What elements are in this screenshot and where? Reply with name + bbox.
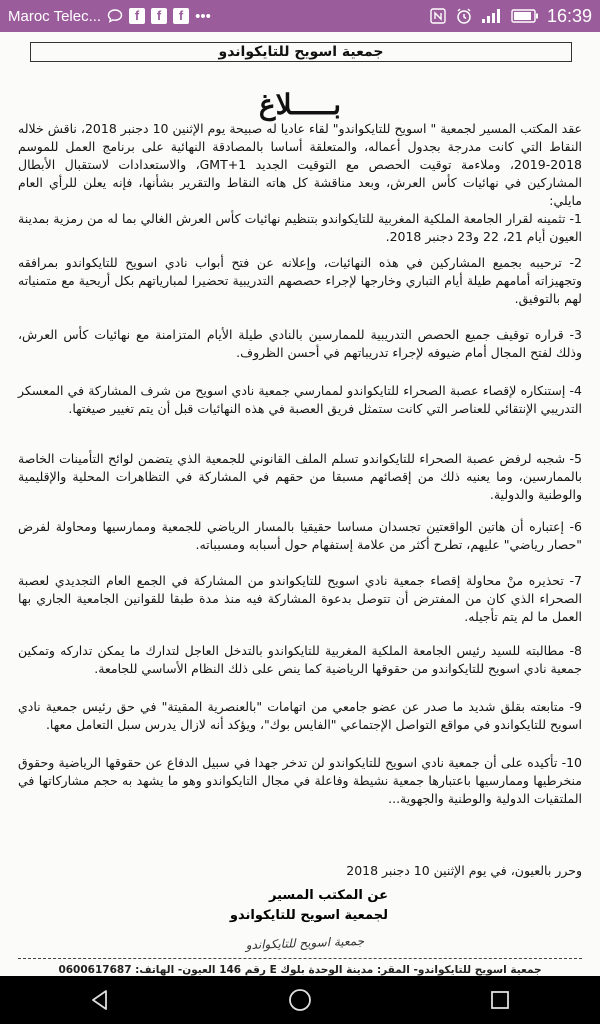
- statement-item-8: 8- مطالبته للسيد رئيس الجامعة الملكية المغربية للتايكواندو بالتدخل العاجل لتدارك ما يمكن تداركه وتمكين جمعية نادي اسويح للتايكواندو من حقوقها الرياضية كما ينص على ذلك النظام الأساسي للجامعة.: [18, 643, 582, 676]
- signature-line-2: لجمعية اسويح للتايكواندو: [229, 908, 388, 923]
- statement-item-10: 10- تأكيده على أن جمعية نادي اسويح للتايكواندو لن تدخر جهدا في سبيل الدفاع عن حقوقها الرياضية وحقوق منخرطيها وممارسيها باعتبارها جمعية نشيطة وفاعلة في مجال التايكواندو وهو ما يشهد به حجم مشاركاتها في الملتقيات الدولية والوطنية والجهوية...: [18, 755, 582, 806]
- alarm-icon: [455, 7, 473, 25]
- facebook-icon: f: [129, 8, 145, 24]
- signal-icon: [481, 8, 503, 24]
- recents-button[interactable]: [476, 976, 524, 1024]
- home-button[interactable]: [276, 976, 324, 1024]
- more-dots-icon: •••: [195, 7, 211, 25]
- chat-bubble-icon: [107, 8, 123, 24]
- statement-item-6: 6- إعتباره أن هاتين الواقعتين تجسدان مساسا حقيقيا بالمسار الرياضي للجمعية وممارسيها ومحاولة لفرض "حصار رياضي" عليهم، تطرح أكثر من علامة إستفهام حول أسبابه ومسبباته.: [18, 519, 582, 552]
- facebook-icon: f: [151, 8, 167, 24]
- navigation-bar: [0, 976, 600, 1024]
- nfc-icon: [429, 7, 447, 25]
- back-button[interactable]: [76, 976, 124, 1024]
- back-triangle-icon: [88, 988, 112, 1012]
- document-title: بـــــلاغ: [258, 88, 342, 121]
- document-page: [0, 32, 600, 976]
- statement-item-1: 1- تثمينه لقرار الجامعة الملكية المغربية للتايكواندو بتنظيم نهائيات كأس العرش الغالي بما له من رمزية بمدينة العيون أيام 21، 22 و23 دجنبر 2018.: [18, 211, 582, 244]
- battery-icon: [511, 9, 539, 23]
- home-circle-icon: [287, 987, 313, 1013]
- status-bar: [0, 0, 600, 32]
- signature-line-1: عن المكتب المسير: [269, 888, 388, 903]
- facebook-icon: f: [173, 8, 189, 24]
- statement-item-2: 2- ترحيبه بجميع المشاركين في هذه النهائيات، وإعلانه عن فتح أبواب نادي اسويح للتايكواندو بمرافقه وتجهيزاته أمامهم طيلة أيام التباري وخارجها لإجراء حصصهم التدريبية تحضيرا لمبارياتهم بكل أريحية مع متمنياته لهم بالتوفيق.: [18, 255, 582, 306]
- footer-contact: جمعية اسويح للتايكواندو- المقر: مدينة الوحدة بلوك E رقم 146 العيون- الهاتف: 0600617687: [58, 964, 542, 976]
- statement-item-7: 7- تحذيره منْ محاولة إقصاء جمعية نادي اسويح للتايكواندو من المشاركة في الجمع العام التجديدي لعصبة الصحراء الذي كان من المفترض أن تتوصل بدعوة المشاركة فيه منذ مدة طبقا للقوانين الجامعية الجاري بها العمل ما لم يتم تأجيله.: [18, 573, 582, 624]
- closing-line: وحرر بالعيون، في يوم الإثنين 10 دجنبر 2018: [346, 863, 582, 878]
- intro-paragraph: عقد المكتب المسير لجمعية " اسويح للتايكواندو" لقاء عاديا له صبيحة يوم الإثنين 10 دجنبر 2018، ناقش خلاله النقاط التي كانت مدرجة بجدول أعماله، والمتعلقة أساسا بالمصادقة النهائية على برنامج العمل للموسم 2018-2019، وملاءمة توقيت الحصص مع التوقيت الجديد GMT+1، والاستعدادات لاستقبال الأبطال المشاركين في نهائيات كأس العرش، وبعد مناقشة كل هاته النقاط والتقرير بشأنها، فإنه يعلن للرأي العام مايلي:: [18, 121, 583, 208]
- signature-stamp: جمعية اسويح للتايكواندو: [245, 933, 365, 953]
- recents-square-icon: [489, 989, 511, 1011]
- statement-item-9: 9- متابعته بقلق شديد ما صدر عن عضو جامعي من اتهامات "بالعنصرية المقيتة" في حق رئيس جمعية نادي اسويح للتايكواندو في مواقع التواصل الإجتماعي "الفايس بوك"، ويؤكد أنه لازال يدرس سبل التعامل معها.: [18, 699, 582, 732]
- statement-item-4: 4- إستنكاره لإقصاء عصبة الصحراء للتايكواندو لممارسي جمعية نادي اسويح من شرف المشاركة في المعسكر التدريبي الإنتقائي للعناصر التي كانت ستمثل فريق العصبة في هذه النهائيات قبل أن يتم تغيير صيغتها.: [18, 383, 582, 416]
- organization-header: جمعية اسويح للتايكواندو: [30, 42, 572, 62]
- carrier-name: Maroc Telec...: [8, 7, 102, 25]
- clock-time: 16:39: [546, 5, 592, 26]
- statement-item-5: 5- شجبه لرفض عصبة الصحراء للتايكواندو تسلم الملف القانوني للجمعية الذي يتضمن لوائح التأمينات الخاصة بالممارسين، وما يعنيه ذلك من إقصائهم مسبقا من حقهم في المشاركة في التظاهرات المحلية والإقليمية والوطنية والدولية.: [18, 451, 582, 502]
- footer-divider: [18, 958, 582, 959]
- statement-item-3: 3- قراره توقيف جميع الحصص التدريبية للممارسين بالنادي طيلة الأيام المتزامنة مع نهائيات كأس العرش، وذلك لفتح المجال أمام ضيوفه لإجراء تدريباتهم في أحسن الظروف.: [18, 327, 582, 360]
